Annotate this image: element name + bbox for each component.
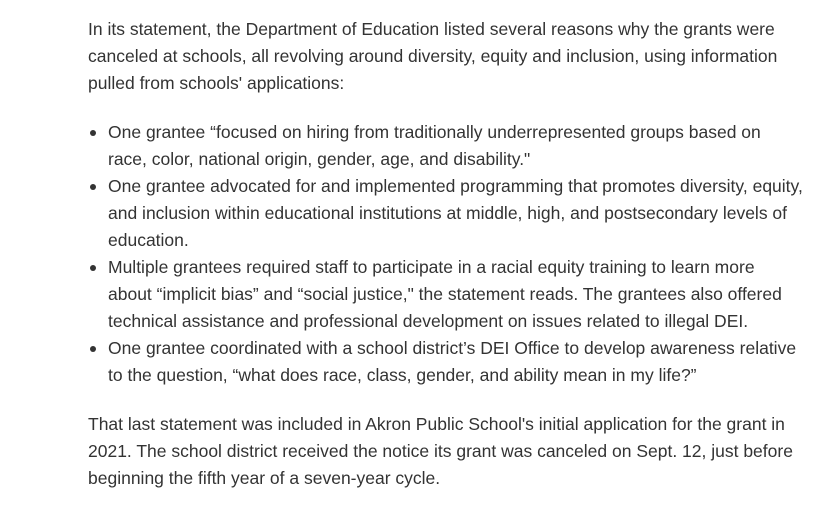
article-body (88, 16, 803, 492)
list-item-text: One grantee “focused on hiring from traditionally underrepresented groups based on race, color, national origin, gender, age, and disability." (108, 122, 761, 169)
reasons-list (88, 119, 803, 389)
bullet-icon (90, 265, 96, 271)
bullet-icon (90, 184, 96, 190)
closing-paragraph: That last statement was included in Akron Public School's initial application for the grant in 2021. The school district received the notice its grant was canceled on Sept. 12, just before beginning the fifth year of a seven-year cycle. (88, 414, 793, 488)
list-item-text: One grantee advocated for and implemented programming that promotes diversity, equity, and inclusion within educational institutions at middle, high, and postsecondary levels of education. (108, 176, 803, 250)
intro-paragraph: In its statement, the Department of Education listed several reasons why the grants were canceled at schools, all revolving around diversity, equity and inclusion, using information pulled from schools' applications: (88, 19, 778, 93)
list-item-text: Multiple grantees required staff to participate in a racial equity training to learn more about “implicit bias” and “social justice," the statement reads. The grantees also offered technical assistance and professional development on issues related to illegal DEI. (108, 257, 782, 331)
list-item-text: One grantee coordinated with a school district’s DEI Office to develop awareness relative to the question, “what does race, class, gender, and ability mean in my life?” (108, 338, 797, 385)
list-item (88, 254, 803, 335)
bullet-icon (90, 130, 96, 136)
list-item (88, 335, 803, 389)
list-item (88, 119, 803, 173)
list-item (88, 173, 803, 254)
bullet-icon (90, 346, 96, 352)
